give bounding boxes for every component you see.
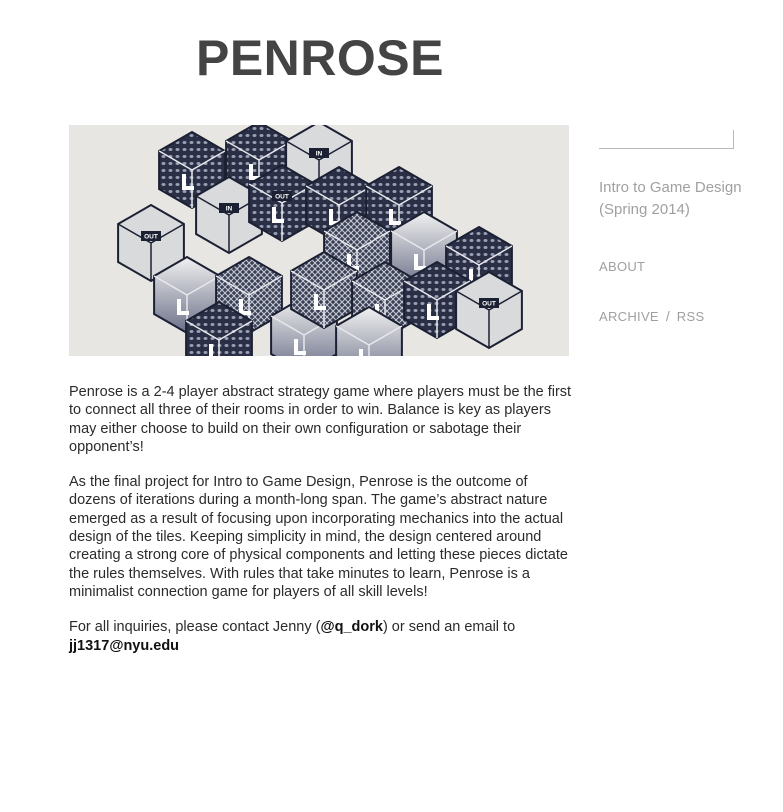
course-link[interactable]: [599, 177, 774, 221]
tile-label: IN: [315, 150, 323, 158]
nav-about-link[interactable]: ABOUT: [599, 259, 646, 274]
site-title[interactable]: PENROSE: [195, 30, 444, 86]
sidebar: [599, 130, 774, 324]
tile-label: OUT: [275, 193, 289, 201]
nav-rss-link[interactable]: RSS: [676, 309, 705, 324]
search-input[interactable]: [599, 130, 734, 149]
email-link[interactable]: jj1317@nyu.edu: [69, 637, 180, 654]
about-row: [599, 258, 774, 274]
intro-paragraph: Penrose is a 2-4 player abstract strategy game where players must be the first to connect all three of their rooms in order to win. Balance is key as players may either choose to build on their own configuration or sabotage their opponent’s!: [69, 384, 572, 455]
project-paragraph: As the final project for Intro to Game Design, Penrose is the outcome of dozens of iterations during a month-long span. The game’s abstract nature emerged as a result of focusing upon incorporating mechanics into the actual design of the tiles. Keeping simplicity in mind, the design centered around creating a strong core of physical components and letting these pieces dictate the rules themselves. With rules that take minutes to learn, Penrose is a minimalist connection game for players of all skill levels!: [69, 474, 568, 600]
contact-paragraph: [69, 618, 574, 655]
course-line-1: Intro to Game Design: [599, 179, 742, 196]
tile-label: IN: [225, 205, 233, 213]
tile-label: OUT: [144, 233, 158, 241]
article-body: [69, 383, 574, 672]
contact-middle: ) or send an email to: [382, 619, 516, 636]
contact-prefix: For all inquiries, please contact Jenny (: [69, 619, 321, 636]
archive-row: [599, 308, 774, 324]
tile-label: OUT: [482, 300, 496, 308]
nav-separator: /: [665, 308, 670, 324]
nav-archive-link[interactable]: ARCHIVE: [599, 309, 659, 324]
twitter-handle-link[interactable]: @q_dork: [320, 619, 383, 636]
penrose-tiles-illustration: [69, 125, 569, 356]
course-line-2: (Spring 2014): [599, 201, 690, 218]
hero-image: [69, 125, 569, 356]
